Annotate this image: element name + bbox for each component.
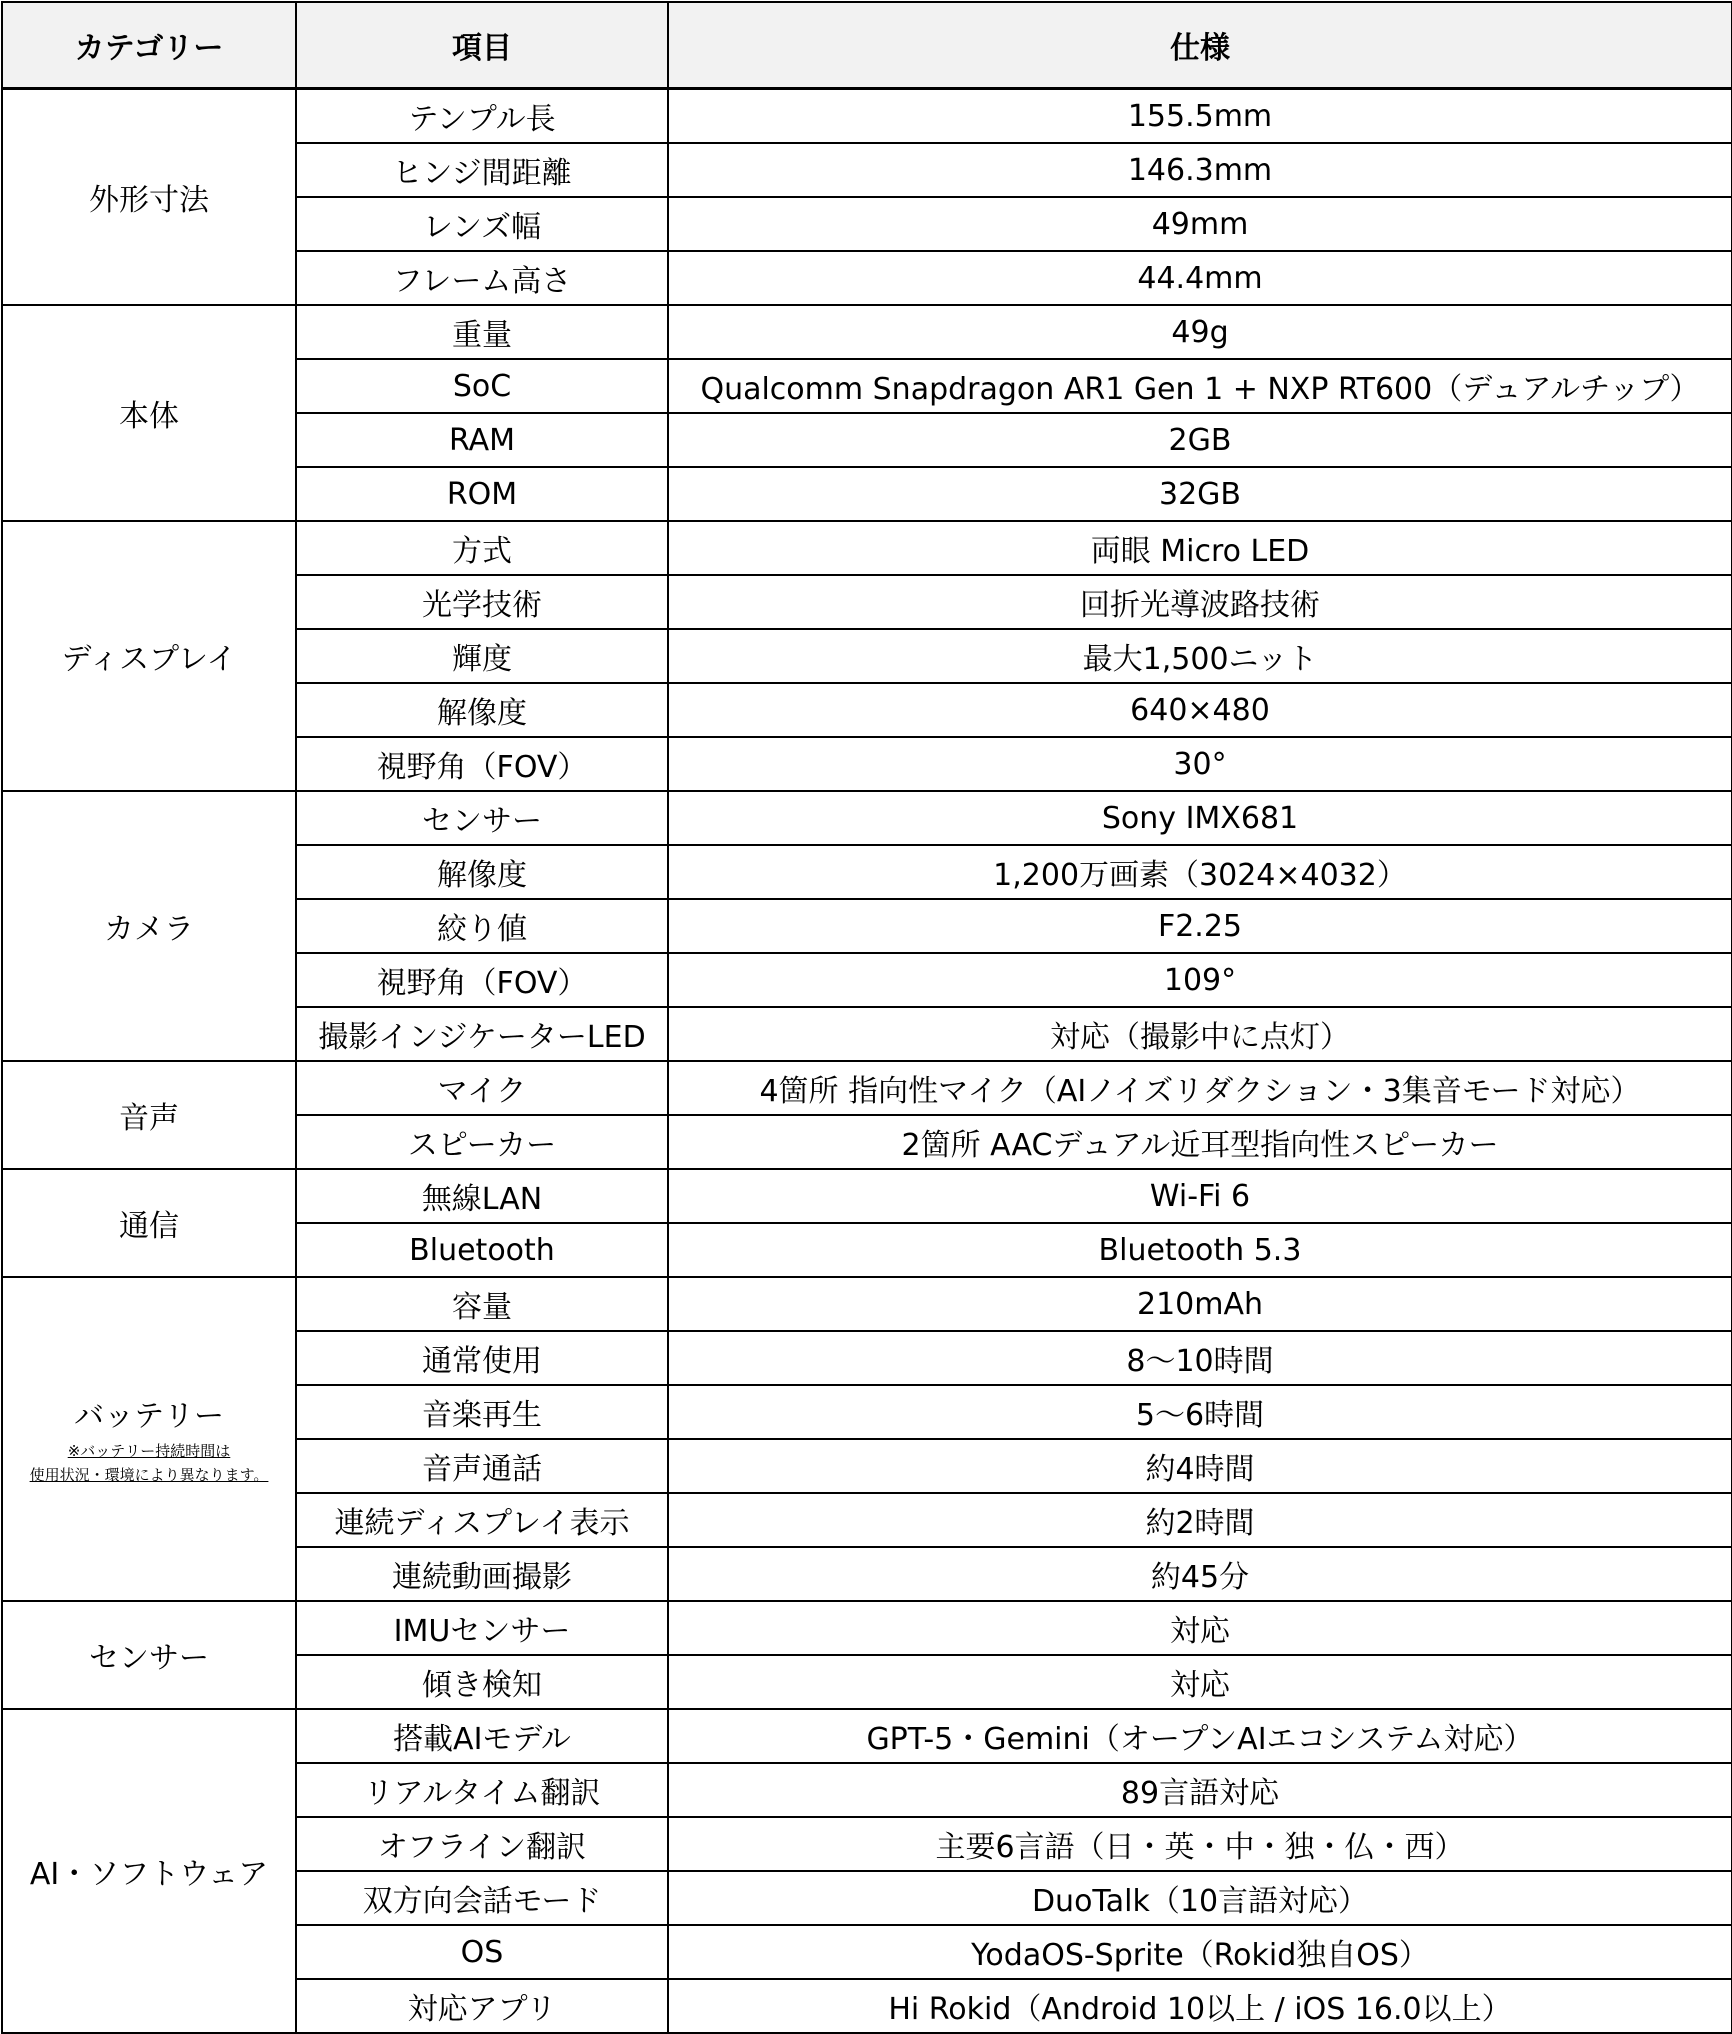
spec-cell: 両眼 Micro LED (668, 521, 1732, 575)
spec-cell: 対応 (668, 1601, 1732, 1655)
table-row (2, 1601, 1732, 1655)
table-row (2, 521, 1732, 575)
category-cell (2, 305, 296, 521)
spec-cell: Bluetooth 5.3 (668, 1223, 1732, 1277)
item-cell: レンズ幅 (296, 197, 668, 251)
spec-cell: Wi-Fi 6 (668, 1169, 1732, 1223)
item-cell: SoC (296, 359, 668, 413)
item-cell: 搭載AIモデル (296, 1709, 668, 1763)
spec-cell: 4箇所 指向性マイク（AIノイズリダクション・3集音モード対応） (668, 1061, 1732, 1115)
category-cell (2, 1277, 296, 1601)
spec-cell: Sony IMX681 (668, 791, 1732, 845)
category-label: AI・ソフトウェア (29, 1857, 269, 1892)
item-cell: 解像度 (296, 683, 668, 737)
category-cell (2, 1061, 296, 1169)
item-cell: 音楽再生 (296, 1385, 668, 1439)
category-label: センサー (89, 1641, 209, 1676)
item-cell: 重量 (296, 305, 668, 359)
item-cell: 解像度 (296, 845, 668, 899)
category-note-line: ※バッテリー持続時間は (67, 1442, 231, 1460)
spec-cell: 109° (668, 953, 1732, 1007)
item-cell: マイク (296, 1061, 668, 1115)
spec-cell: F2.25 (668, 899, 1732, 953)
item-cell: RAM (296, 413, 668, 467)
category-cell (2, 791, 296, 1061)
item-cell: ROM (296, 467, 668, 521)
item-cell: オフライン翻訳 (296, 1817, 668, 1871)
item-cell: 連続ディスプレイ表示 (296, 1493, 668, 1547)
item-cell: スピーカー (296, 1115, 668, 1169)
category-note-line: 使用状況・環境により異なります。 (29, 1466, 269, 1484)
spec-cell: 対応（撮影中に点灯） (668, 1007, 1732, 1061)
category-label: カメラ (104, 912, 194, 947)
item-cell: 視野角（FOV） (296, 737, 668, 791)
item-cell: Bluetooth (296, 1223, 668, 1277)
category-cell (2, 1601, 296, 1709)
spec-cell: 8～10時間 (668, 1331, 1732, 1385)
table-row (2, 1277, 1732, 1331)
item-cell: センサー (296, 791, 668, 845)
item-cell: IMUセンサー (296, 1601, 668, 1655)
spec-cell: 210mAh (668, 1277, 1732, 1331)
category-label: 本体 (119, 399, 179, 434)
spec-cell: 49mm (668, 197, 1732, 251)
item-cell: 視野角（FOV） (296, 953, 668, 1007)
spec-cell: 2GB (668, 413, 1732, 467)
item-cell: 無線LAN (296, 1169, 668, 1223)
item-cell: 音声通話 (296, 1439, 668, 1493)
table-row (2, 791, 1732, 845)
table-body (2, 89, 1732, 2034)
header-category: カテゴリー (2, 2, 296, 89)
table-row (2, 89, 1732, 144)
table-row (2, 1709, 1732, 1763)
spec-cell: 640×480 (668, 683, 1732, 737)
spec-cell: 2箇所 AACデュアル近耳型指向性スピーカー (668, 1115, 1732, 1169)
item-cell: 対応アプリ (296, 1979, 668, 2033)
item-cell: 方式 (296, 521, 668, 575)
category-label: 音声 (119, 1101, 179, 1136)
spec-cell: 30° (668, 737, 1732, 791)
category-label: ディスプレイ (61, 642, 237, 677)
category-label: バッテリー (74, 1399, 224, 1434)
spec-cell: DuoTalk（10言語対応） (668, 1871, 1732, 1925)
spec-table (1, 1, 1732, 2034)
item-cell: 光学技術 (296, 575, 668, 629)
item-cell: 絞り値 (296, 899, 668, 953)
table-row (2, 305, 1732, 359)
spec-cell: 主要6言語（日・英・中・独・仏・西） (668, 1817, 1732, 1871)
spec-cell: 32GB (668, 467, 1732, 521)
item-cell: 容量 (296, 1277, 668, 1331)
spec-cell: 回折光導波路技術 (668, 575, 1732, 629)
category-label: 外形寸法 (89, 183, 209, 218)
item-cell: OS (296, 1925, 668, 1979)
spec-cell: Qualcomm Snapdragon AR1 Gen 1 + NXP RT600（デュアルチップ） (668, 359, 1732, 413)
category-note (7, 1439, 291, 1487)
header-spec: 仕様 (668, 2, 1732, 89)
item-cell: 双方向会話モード (296, 1871, 668, 1925)
spec-cell: 44.4mm (668, 251, 1732, 305)
item-cell: 撮影インジケーターLED (296, 1007, 668, 1061)
category-label: 通信 (119, 1209, 179, 1244)
spec-cell: GPT-5・Gemini（オープンAIエコシステム対応） (668, 1709, 1732, 1763)
category-cell (2, 1169, 296, 1277)
category-cell (2, 1709, 296, 2033)
spec-cell: 146.3mm (668, 143, 1732, 197)
item-cell: 連続動画撮影 (296, 1547, 668, 1601)
table-row (2, 1061, 1732, 1115)
item-cell: 通常使用 (296, 1331, 668, 1385)
spec-cell: 最大1,500ニット (668, 629, 1732, 683)
spec-cell: 約2時間 (668, 1493, 1732, 1547)
spec-cell: 155.5mm (668, 89, 1732, 144)
item-cell: 傾き検知 (296, 1655, 668, 1709)
spec-cell: 約4時間 (668, 1439, 1732, 1493)
item-cell: ヒンジ間距離 (296, 143, 668, 197)
spec-cell: 対応 (668, 1655, 1732, 1709)
spec-cell: Hi Rokid（Android 10以上 / iOS 16.0以上） (668, 1979, 1732, 2033)
spec-cell: 約45分 (668, 1547, 1732, 1601)
table-row (2, 1169, 1732, 1223)
spec-cell: 89言語対応 (668, 1763, 1732, 1817)
spec-cell: 49g (668, 305, 1732, 359)
header-item: 項目 (296, 2, 668, 89)
header-row (2, 2, 1732, 89)
item-cell: テンプル長 (296, 89, 668, 144)
category-cell (2, 521, 296, 791)
category-cell (2, 89, 296, 306)
item-cell: リアルタイム翻訳 (296, 1763, 668, 1817)
item-cell: 輝度 (296, 629, 668, 683)
spec-cell: YodaOS-Sprite（Rokid独自OS） (668, 1925, 1732, 1979)
spec-cell: 1,200万画素（3024×4032） (668, 845, 1732, 899)
spec-cell: 5～6時間 (668, 1385, 1732, 1439)
item-cell: フレーム高さ (296, 251, 668, 305)
